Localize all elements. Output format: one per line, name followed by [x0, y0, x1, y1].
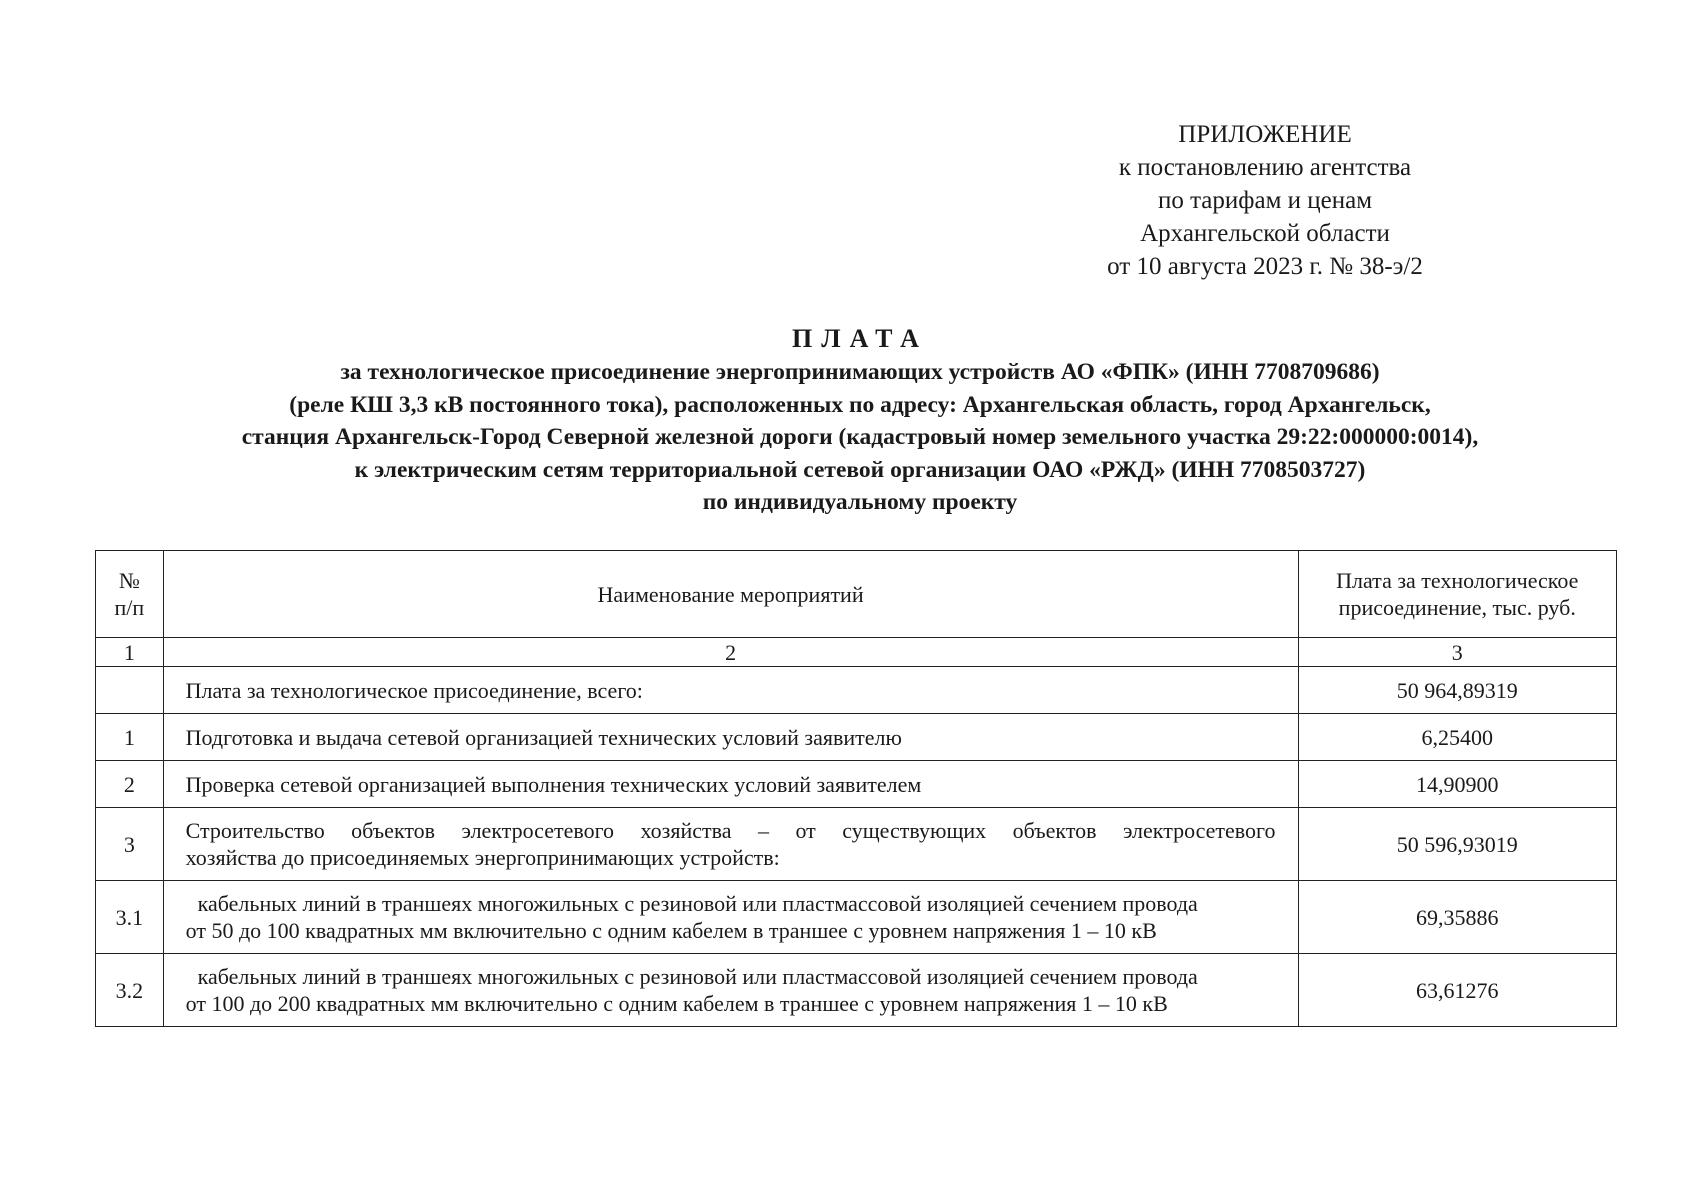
column-index: 2 — [163, 638, 1298, 667]
appendix-date-number: от 10 августа 2023 г. № 38-э/2 — [1107, 253, 1423, 280]
header-fee-line: присоединение, тыс. руб. — [1338, 595, 1576, 620]
row-name — [163, 954, 1298, 1027]
document-title: ПЛАТА — [792, 324, 928, 353]
row-number: 1 — [96, 714, 164, 761]
row-name: Подготовка и выдача сетевой организацией технических условий заявителю — [163, 714, 1298, 761]
row-name: Плата за технологическое присоединение, всего: — [163, 667, 1298, 714]
table-row — [96, 954, 1617, 1027]
row-name — [163, 808, 1298, 881]
appendix-line: Архангельской области — [1140, 220, 1390, 247]
appendix-line: к постановлению агентства — [1118, 154, 1412, 181]
header-number — [96, 551, 164, 638]
table-row — [96, 667, 1617, 714]
header-fee — [1298, 551, 1616, 638]
table-row — [96, 881, 1617, 954]
title-line: (реле КШ 3,3 кВ постоянного тока), расположенных по адресу: Архангельская область, город Архангельск, — [289, 391, 1431, 418]
row-name-line: кабельных линий в траншеях многожильных с резиновой или пластмассовой изоляцией сечением провода — [197, 964, 1198, 989]
table-row — [96, 761, 1617, 808]
column-index: 3 — [1298, 638, 1616, 667]
header-number-line: п/п — [114, 595, 145, 620]
row-fee: 50 596,93019 — [1298, 808, 1616, 881]
table-row — [96, 714, 1617, 761]
row-number: 3.2 — [96, 954, 164, 1027]
appendix-block — [1100, 118, 1430, 283]
document-title-block — [60, 322, 1660, 519]
column-index-row — [96, 638, 1617, 667]
row-name-line: от 50 до 100 квадратных мм включительно с одним кабелем в траншее с уровнем напряжения 1 – 10 кВ — [185, 918, 1157, 943]
header-name: Наименование мероприятий — [163, 551, 1298, 638]
column-index: 1 — [96, 638, 164, 667]
row-fee: 50 964,89319 — [1298, 667, 1616, 714]
title-line: к электрическим сетям территориальной сетевой организации ОАО «РЖД» (ИНН 7708503727) — [354, 456, 1366, 483]
row-name-line: хозяйства до присоединяемых энергопринимающих устройств: — [185, 845, 780, 870]
header-fee-line: Плата за технологическое — [1336, 568, 1579, 593]
row-number: 3.1 — [96, 881, 164, 954]
row-name-line: кабельных линий в траншеях многожильных с резиновой или пластмассовой изоляцией сечением провода — [197, 891, 1198, 916]
row-name — [163, 881, 1298, 954]
appendix-heading: ПРИЛОЖЕНИЕ — [1178, 121, 1352, 148]
title-line: за технологическое присоединение энергопринимающих устройств АО «ФПК» (ИНН 7708709686) — [340, 359, 1380, 385]
appendix-line: по тарифам и ценам — [1157, 187, 1373, 214]
row-name-line: от 100 до 200 квадратных мм включительно с одним кабелем в траншее с уровнем напряжения 1 – 10 кВ — [185, 991, 1168, 1016]
table-row — [96, 808, 1617, 881]
row-fee: 14,90900 — [1298, 761, 1616, 808]
row-fee: 63,61276 — [1298, 954, 1616, 1027]
table-header-row — [96, 551, 1617, 638]
row-name: Проверка сетевой организацией выполнения технических условий заявителем — [163, 761, 1298, 808]
title-line: по индивидуальному проекту — [702, 489, 1018, 515]
row-name-line: Строительство объектов электросетевого хозяйства – от существующих объектов электросетевого — [185, 818, 1276, 843]
title-line: станция Архангельск-Город Северной железной дороги (кадастровый номер земельного участка 29:22:000000:0014), — [241, 424, 1479, 450]
row-number: 2 — [96, 761, 164, 808]
row-number — [96, 667, 164, 714]
row-fee: 6,25400 — [1298, 714, 1616, 761]
header-number-line: № — [118, 568, 140, 593]
row-fee: 69,35886 — [1298, 881, 1616, 954]
row-number: 3 — [96, 808, 164, 881]
fee-table — [95, 550, 1617, 1027]
